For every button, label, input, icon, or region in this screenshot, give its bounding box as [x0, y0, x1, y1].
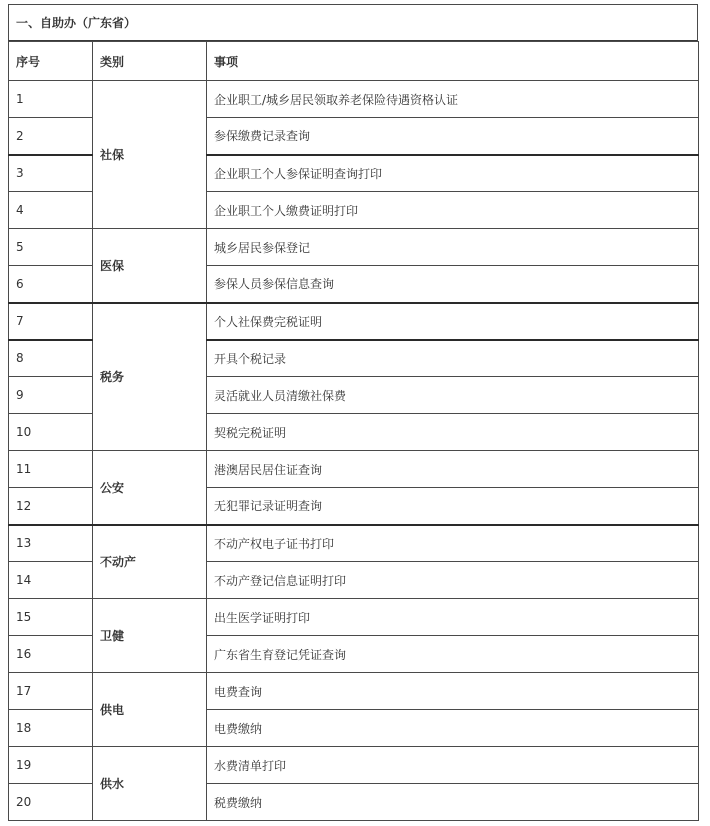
category-cell: 医保 [93, 229, 207, 303]
service-table [8, 41, 699, 821]
table-row [9, 229, 699, 266]
row-number: 11 [9, 451, 93, 488]
service-item: 企业职工个人缴费证明打印 [207, 192, 699, 229]
service-item: 契税完税证明 [207, 414, 699, 451]
row-number: 13 [9, 525, 93, 562]
table-row [9, 303, 699, 340]
service-item: 企业职工个人参保证明查询打印 [207, 155, 699, 192]
row-number: 19 [9, 747, 93, 784]
row-number: 7 [9, 303, 93, 340]
category-cell: 供电 [93, 673, 207, 747]
row-number: 20 [9, 784, 93, 821]
table-row [9, 747, 699, 784]
service-item: 无犯罪记录证明查询 [207, 488, 699, 525]
service-item: 个人社保费完税证明 [207, 303, 699, 340]
row-number: 1 [9, 81, 93, 118]
table-row [9, 451, 699, 488]
section-title: 一、自助办（广东省） [8, 4, 698, 41]
row-number: 14 [9, 562, 93, 599]
service-item: 电费缴纳 [207, 710, 699, 747]
row-number: 10 [9, 414, 93, 451]
header-no: 序号 [9, 42, 93, 81]
category-cell: 公安 [93, 451, 207, 525]
service-item: 开具个税记录 [207, 340, 699, 377]
service-item: 税费缴纳 [207, 784, 699, 821]
service-item: 灵活就业人员清缴社保费 [207, 377, 699, 414]
row-number: 16 [9, 636, 93, 673]
row-number: 18 [9, 710, 93, 747]
header-item: 事项 [207, 42, 699, 81]
service-item: 参保人员参保信息查询 [207, 266, 699, 303]
row-number: 12 [9, 488, 93, 525]
row-number: 4 [9, 192, 93, 229]
table-body [9, 81, 699, 821]
service-item: 水费清单打印 [207, 747, 699, 784]
row-number: 2 [9, 118, 93, 155]
service-item: 不动产权电子证书打印 [207, 525, 699, 562]
category-cell: 供水 [93, 747, 207, 821]
header-row [9, 42, 699, 81]
row-number: 3 [9, 155, 93, 192]
table-row [9, 599, 699, 636]
table-row [9, 525, 699, 562]
service-item: 港澳居民居住证查询 [207, 451, 699, 488]
table-row [9, 81, 699, 118]
category-cell: 社保 [93, 81, 207, 229]
row-number: 6 [9, 266, 93, 303]
service-item: 企业职工/城乡居民领取养老保险待遇资格认证 [207, 81, 699, 118]
category-cell: 不动产 [93, 525, 207, 599]
row-number: 5 [9, 229, 93, 266]
service-item: 广东省生育登记凭证查询 [207, 636, 699, 673]
service-item: 出生医学证明打印 [207, 599, 699, 636]
row-number: 15 [9, 599, 93, 636]
category-cell: 税务 [93, 303, 207, 451]
row-number: 9 [9, 377, 93, 414]
category-cell: 卫健 [93, 599, 207, 673]
row-number: 17 [9, 673, 93, 710]
header-category: 类别 [93, 42, 207, 81]
service-item: 城乡居民参保登记 [207, 229, 699, 266]
table-row [9, 673, 699, 710]
service-item: 参保缴费记录查询 [207, 118, 699, 155]
service-item: 不动产登记信息证明打印 [207, 562, 699, 599]
row-number: 8 [9, 340, 93, 377]
service-item: 电费查询 [207, 673, 699, 710]
